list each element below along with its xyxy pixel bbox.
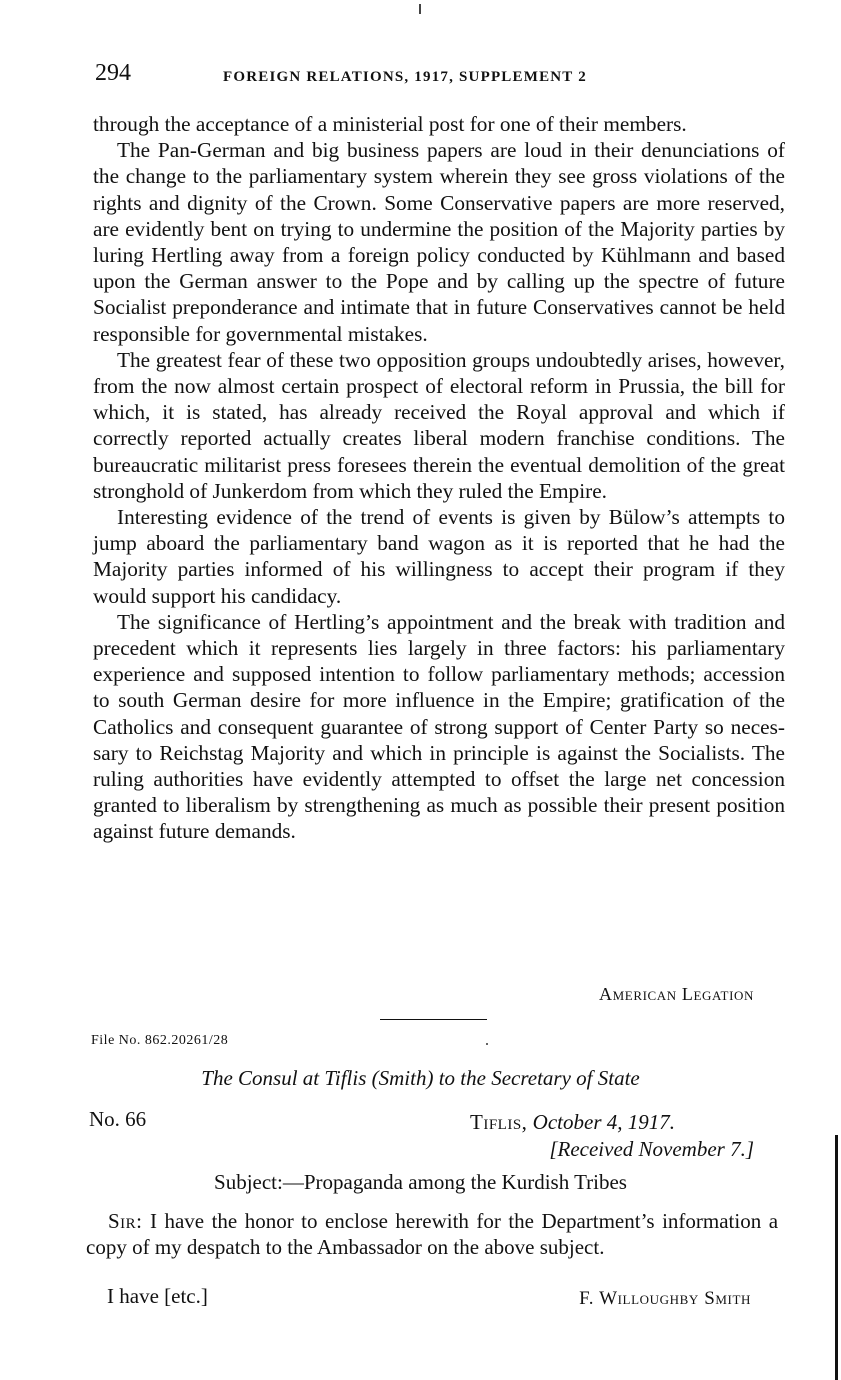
file-number: File No. 862.20261/28 — [91, 1033, 229, 1048]
subject-line: Subject:—Propaganda among the Kurdish Tribes — [214, 1170, 627, 1194]
document-title — [0, 1066, 841, 1091]
scan-dot — [486, 1043, 488, 1045]
dateline — [470, 1110, 675, 1135]
dateline-place: Tiflis, — [470, 1110, 528, 1134]
running-title: FOREIGN RELATIONS, 1917, SUPPLEMENT 2 — [223, 69, 587, 85]
letter-body — [86, 1208, 778, 1260]
title-part-2: ) to the Secretary of State — [426, 1066, 640, 1090]
paragraph-4: Interesting evidence of the trend of events is given by Bülow’s attempts to jump aboard the parliamentary band wagon as it is reported that he had the Majority parties informed of his willingness to accept their program if they would support his candidacy. — [93, 505, 785, 608]
paragraph-3: The greatest fear of these two opposition groups undoubtedly arises, however, from the now almost certain prospect of electoral reform in Prussia, the bill for which, it is stated, has already received the Royal approval and which if correctly reported actually creates liberal modern franchise conditions. The bureaucratic militarist press foresees therein the eventual demolition of the great stronghold of Junkerdom from which they ruled the Empire. — [93, 347, 785, 503]
despatch-number: No. 66 — [89, 1107, 147, 1131]
page-number: 294 — [95, 60, 131, 86]
paragraph-1: through the acceptance of a ministerial post for one of their members. — [93, 112, 687, 136]
section-divider — [380, 1019, 487, 1020]
signer-name: F. Willoughby Smith — [579, 1288, 751, 1309]
title-part-1: The Consul at Tiflis ( — [201, 1066, 379, 1090]
scan-mark — [419, 4, 421, 14]
page-header — [95, 60, 785, 90]
dateline-date: October 4, 1917. — [532, 1110, 675, 1134]
page-edge-line — [835, 1135, 838, 1380]
closing: I have [etc.] — [107, 1284, 208, 1308]
paragraph-2: The Pan-German and big business papers are loud in their denunciations of the change to the parliamentary system wherein they see gross violations of the rights and dignity of the Crown. Some Conservative papers are more reserved, are evidently bent on trying to undermine the position of the Majority parties by luring Hertling away from a foreign policy conducted by Kühlmann and based upon the German answer to the Pope and by calling up the spectre of future Socialist preponderance and intimate that in future Conservatives cannot be held responsible for governmental mistakes. — [93, 138, 785, 346]
letter-paragraph — [86, 1208, 778, 1260]
received-note — [549, 1137, 754, 1162]
body-text — [93, 111, 785, 845]
salutation: Sir: — [108, 1209, 143, 1233]
paragraph-5: The significance of Hertling’s appointment and the break with tradition and precedent which it represents lies largely in three factors: his parliamentary experience and supposed intention to follow parliamentary methods; accession to south German desire for more influence in the Empire; gratification of the Catholics and consequent guarantee of strong support of Center Party so necessary to Reichstag Majority and which in principle is against the Socialists. The ruling authorities have evidently attempted to offset the large net concession granted to liberalism by strengthening as much as possible their present position against future demands. — [93, 609, 785, 844]
legation-signature: American Legation — [599, 984, 754, 1004]
letter-text: I have the honor to enclose herewith for the Department’s information a copy of my despatch to the Ambassador on the above subject. — [86, 1209, 779, 1259]
received-text: [Received November 7.] — [549, 1137, 754, 1161]
title-name: Smith — [378, 1066, 427, 1090]
